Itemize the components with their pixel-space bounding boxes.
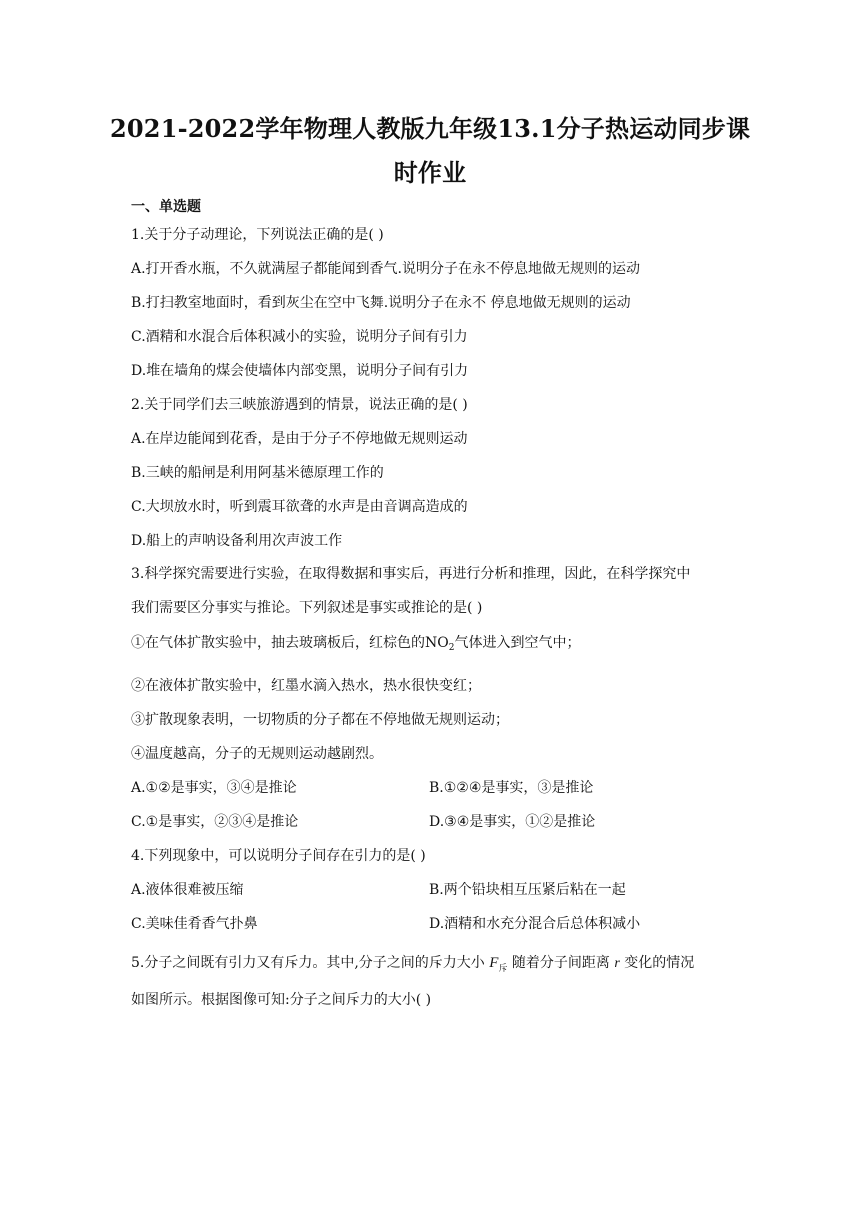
chemical-formula: NO [425, 635, 449, 651]
section-heading: 一、单选题 [131, 199, 201, 215]
question-4-stem: 4.下列现象中，可以说明分子间存在引力的是( ) [131, 848, 426, 864]
question-3-statement-3: ③扩散现象表明，一切物质的分子都在不停地做无规则运动； [131, 712, 509, 728]
question-4-option-a: A.液体很难被压缩 [131, 882, 244, 898]
question-1-stem: 1.关于分子动理论，下列说法正确的是( ) [131, 227, 384, 243]
question-2-option-b: B.三峡的船闸是利用阿基米德原理工作的 [131, 465, 384, 481]
question-4-option-d: D.酒精和水充分混合后总体积减小 [429, 916, 641, 932]
distance-symbol: r [614, 956, 620, 971]
question-5-text-part2: 随着分子间距离 [511, 955, 610, 971]
question-2-stem: 2.关于同学们去三峡旅游遇到的情景，说法正确的是( ) [131, 397, 468, 413]
document-title-line2: 时作业 [393, 158, 467, 187]
force-subscript: 斥 [498, 964, 508, 974]
question-3-statement-2: ②在液体扩散实验中，红墨水滴入热水，热水很快变红； [131, 678, 481, 694]
question-1-option-a: A.打开香水瓶，不久就满屋子都能闻到香气.说明分子在永不停息地做无规则的运动 [131, 261, 641, 277]
question-3-statement-4: ④温度越高，分子的无规则运动越剧烈。 [131, 746, 383, 762]
question-4-option-b: B.两个铅块相互压紧后粘在一起 [429, 882, 626, 898]
question-3-option-c: C.①是事实，②③④是推论 [131, 814, 299, 830]
document-title-line1: 2021-2022学年物理人教版九年级13.1分子热运动同步课 [110, 114, 751, 143]
chemical-subscript: 2 [448, 643, 455, 653]
question-5-text-part3: 变化的情况 [624, 955, 695, 971]
question-3-option-b: B.①②④是事实，③是推论 [429, 780, 594, 796]
statement-1-prefix: ①在气体扩散实验中，抽去玻璃板后，红棕色的 [131, 635, 425, 651]
statement-1-suffix: 气体进入到空气中； [454, 635, 581, 651]
question-5-stem-line2: 如图所示。根据图像可知:分子之间斥力的大小( ) [131, 992, 432, 1008]
question-5-stem-line1 [131, 954, 694, 978]
question-4-option-c: C.美味佳肴香气扑鼻 [131, 916, 258, 932]
question-1-option-c: C.酒精和水混合后体积减小的实验，说明分子间有引力 [131, 329, 468, 345]
question-2-option-d: D.船上的声呐设备利用次声波工作 [131, 533, 343, 549]
question-1-option-d: D.堆在墙角的煤会使墙体内部变黑，说明分子间有引力 [131, 363, 469, 379]
question-3-option-d: D.③④是事实，①②是推论 [429, 814, 596, 830]
question-1-option-b: B.打扫教室地面时，看到灰尘在空中飞舞.说明分子在永不 停息地做无规则的运动 [131, 295, 631, 311]
question-2-option-a: A.在岸边能闻到花香，是由于分子不停地做无规则运动 [131, 431, 468, 447]
question-3-statement-1 [131, 634, 580, 657]
question-3-stem-line1: 3.科学探究需要进行实验，在取得数据和事实后，再进行分析和推理，因此，在科学探究中 [131, 566, 691, 582]
question-2-option-c: C.大坝放水时，听到震耳欲聋的水声是由音调高造成的 [131, 499, 468, 515]
question-3-option-a: A.①②是事实，③④是推论 [131, 780, 297, 796]
question-3-stem-line2: 我们需要区分事实与推论。下列叙述是事实或推论的是( ) [131, 600, 483, 616]
force-symbol: F [489, 955, 499, 971]
question-5-text-part1: 5.分子之间既有引力又有斥力。其中,分子之间的斥力大小 [131, 955, 485, 971]
